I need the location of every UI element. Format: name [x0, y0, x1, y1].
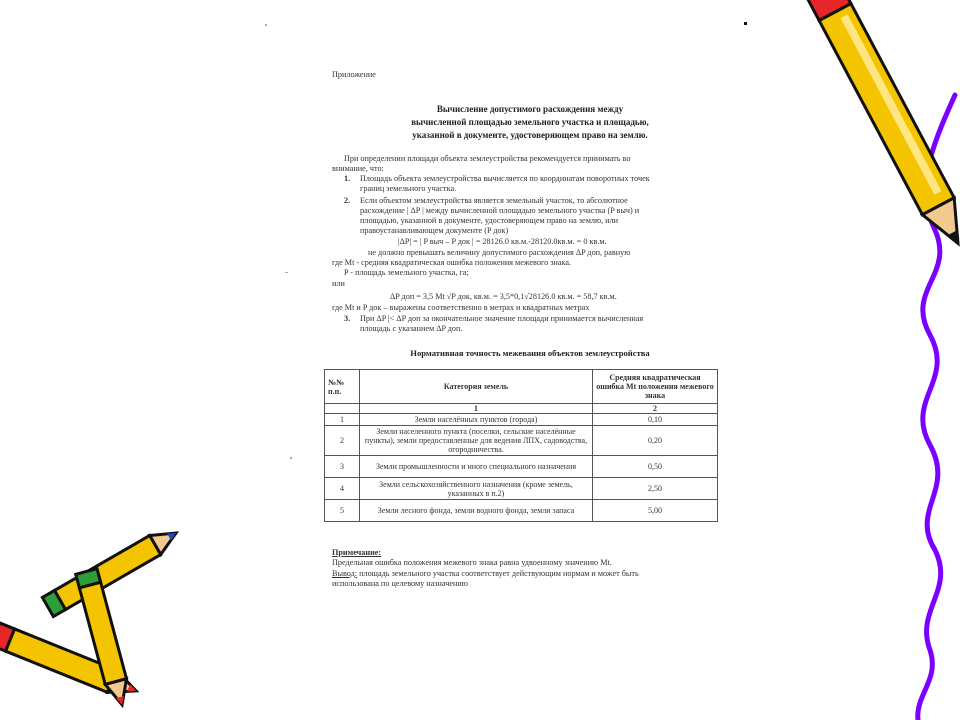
- intro-line-2: внимание, что:: [332, 164, 384, 173]
- row-number: 2: [325, 426, 360, 456]
- table-row: [325, 456, 718, 478]
- row-value: 0,20: [593, 426, 718, 456]
- condition-line-2: где Mt - средняя квадратическая ошибка положения межевого знака.: [332, 258, 572, 267]
- table-header-num: №№ п.п.: [325, 370, 360, 404]
- row-category: Земли населённых пунктов (города): [360, 414, 593, 426]
- conclusion-line-1: [332, 569, 639, 579]
- table-subheader-row: [325, 404, 718, 414]
- item-1-number: 1.: [344, 174, 351, 183]
- document-page: [300, 60, 740, 620]
- item-2-line-3: площадью, указанной в документе, удостоверяющем право на землю, или: [360, 216, 619, 225]
- table-row: [325, 414, 718, 426]
- table-subheader-2: 2: [593, 404, 718, 414]
- doc-title-line-2: вычисленной площадью земельного участка и площадью,: [411, 117, 649, 127]
- doc-title-line-3: указанной в документе, удостоверяющем право на землю.: [412, 130, 648, 140]
- row-value: 0,10: [593, 414, 718, 426]
- formula-2: ΔP доп = 3,5 Mt √P док, кв.м. = 3,5*0,1√28126.0 кв.м. = 58,7 кв.м.: [390, 292, 617, 301]
- appendix-label: Приложение: [332, 70, 376, 79]
- item-3-line-1: При ΔP |< ΔP доп за окончательное значение площади принимается вычисленная: [360, 314, 644, 323]
- condition-line-1: не должно превышать величину допустимого расхождения ΔP доп, равную: [368, 248, 631, 257]
- table-header-error: Средняя квадратическая ошибка Mt положения межевого знака: [593, 370, 718, 404]
- table-row: [325, 426, 718, 456]
- item-3-line-2: площадь с указанием ΔP доп.: [360, 324, 463, 333]
- item-2-number: 2.: [344, 196, 351, 205]
- conclusion-label: Вывод:: [332, 569, 358, 578]
- table-header-row: [325, 370, 718, 404]
- condition-line-3: P - площадь земельного участка, га;: [344, 268, 469, 277]
- item-1-line-2: границ земельного участка.: [360, 184, 457, 193]
- item-2-line-4: правоустанавливающем документе (P док): [360, 226, 509, 235]
- row-number: 4: [325, 478, 360, 500]
- item-2-line-2: расхождение | ΔP | между вычисленной площадью земельного участка (P выч) и: [360, 206, 640, 215]
- note-text: Предельная ошибка положения межевого знака равна удвоенному значению Mt.: [332, 558, 612, 567]
- row-category: Земли населенного пункта (поселки, сельские населённые пункты), земли предоставленные для ведения ЛПХ, садоводства, огородничества.: [360, 426, 593, 456]
- table-row: [325, 478, 718, 500]
- condition-line-4: или: [332, 279, 345, 288]
- row-category: Земли сельскохозяйственного назначения (кроме земель, указанных в п.2): [360, 478, 593, 500]
- intro-line-1: При определении площади объекта землеустройства рекомендуется принимать во: [344, 154, 631, 163]
- row-value: 0,50: [593, 456, 718, 478]
- formula-1: |ΔP| = | P выч – P док | = 28126.0 кв.м.-28120.0кв.м. = 0 кв.м.: [398, 237, 607, 246]
- table-header-category: Категория земель: [360, 370, 593, 404]
- item-1-line-1: Площадь объекта землеустройства вычисляется по координатам поворотных точек: [360, 174, 650, 183]
- conclusion-line-2: использована по целевому назначению: [332, 579, 468, 588]
- row-category: Земли промышленности и иного специального назначения: [360, 456, 593, 478]
- item-2-line-1: Если объектом землеустройства является земельный участок, то абсолютное: [360, 196, 628, 205]
- table-subheader-1: 1: [360, 404, 593, 414]
- pencil-icon: [807, 0, 960, 252]
- note-label: Примечание:: [332, 548, 382, 557]
- conclusion-text: площадь земельного участка соответствует действующим нормам и может быть: [357, 569, 639, 578]
- formula-2-note: где Mt и P док – выражены соответственно в метрах и квадратных метрах: [332, 303, 590, 312]
- doc-title-line-1: Вычисление допустимого расхождения между: [436, 104, 624, 114]
- row-value: 2,50: [593, 478, 718, 500]
- row-category: Земли лесного фонда, земли водного фонда, земли запаса: [360, 500, 593, 522]
- table-row: [325, 500, 718, 522]
- item-3-number: 3.: [344, 314, 351, 323]
- pencil-icon: [42, 523, 181, 616]
- row-number: 1: [325, 414, 360, 426]
- row-number: 5: [325, 500, 360, 522]
- row-value: 5,00: [593, 500, 718, 522]
- row-number: 3: [325, 456, 360, 478]
- table-title: Нормативная точность межевания объектов землеустройства: [410, 348, 650, 358]
- accuracy-table: [324, 369, 718, 522]
